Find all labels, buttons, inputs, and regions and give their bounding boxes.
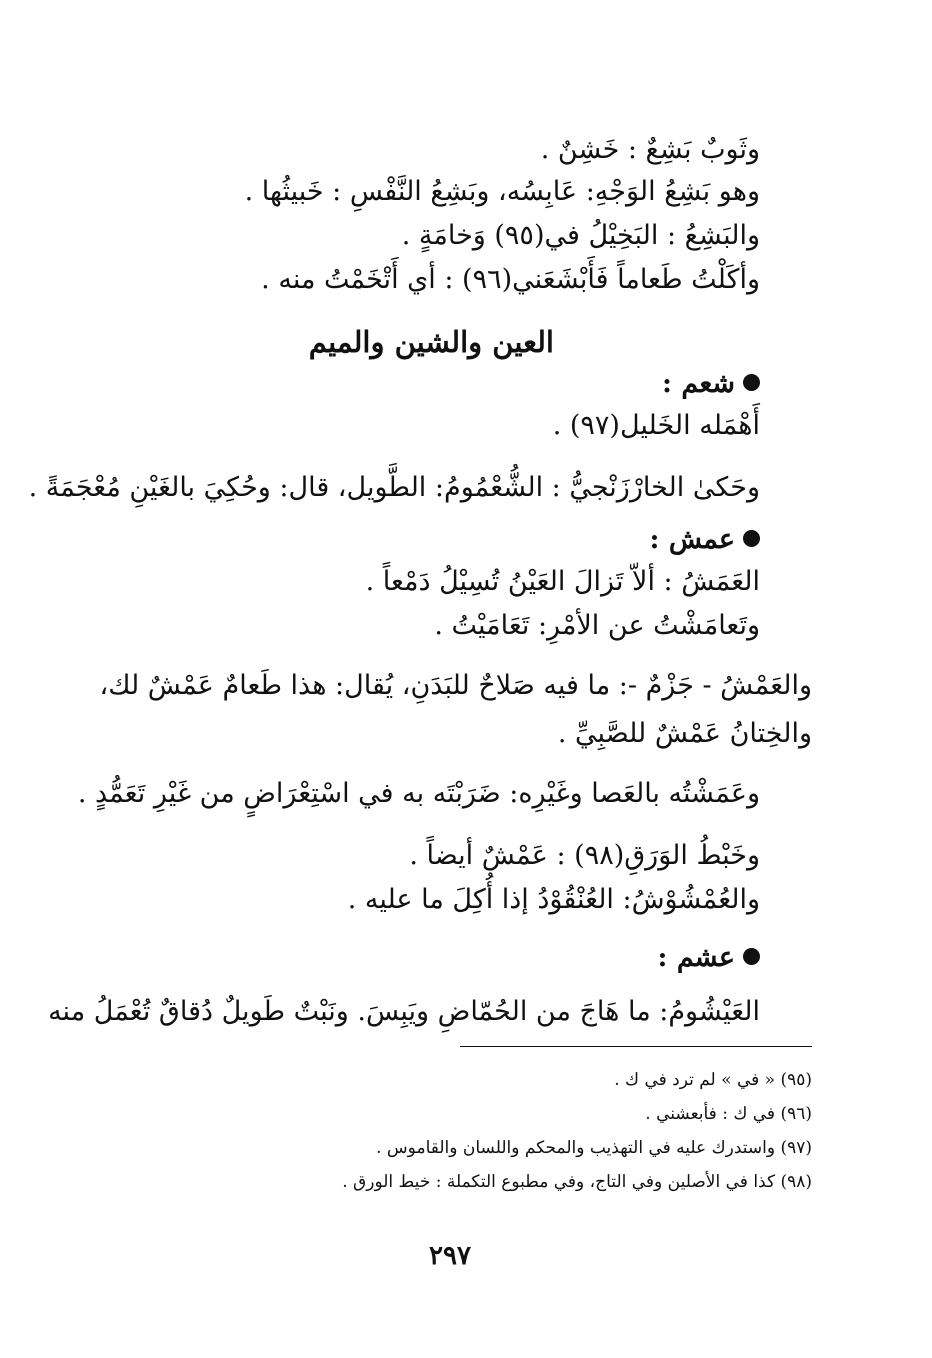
text-line: العَمَشُ : ألاّ تَزالَ العَيْنُ تُسِيْلُ دَمْعاً .: [365, 566, 760, 597]
text-line: والبَشِعُ : البَخِيْلُ في(٩٥) وَخامَةٍ .: [401, 220, 760, 251]
footnote: (٩٥) « في » لم ترد في ك .: [614, 1070, 812, 1090]
bullet-icon: [743, 374, 760, 391]
footnote: (٩٨) كذا في الأصلين وفي التاج، وفي مطبوع التكملة : خيط الورق .: [342, 1172, 812, 1192]
entry-heading-label: عمش :: [649, 524, 735, 555]
entry-heading: [649, 520, 760, 560]
text-line: والعُمْشُوْشُ: العُنْقُوْدُ إذا أُكِلَ ما عليه .: [347, 884, 760, 915]
text-line: العَيْشُومُ: ما هَاجَ من الحُمّاضِ ويَبِسَ. ونَبْتٌ طَويلٌ دُقاقٌ تُعْمَلُ منه: [48, 996, 760, 1027]
text-line: والخِتانُ عَمْشٌ للصَّبِيِّ .: [557, 718, 812, 749]
footnote: (٩٦) في ك : فأبعشني .: [645, 1104, 812, 1124]
text-line: وعَمَشْتُه بالعَصا وغَيْرِه: ضَرَبْتَه به في اسْتِعْرَاضٍ من غَيْرِ تَعَمُّدٍ .: [77, 778, 760, 809]
footnote-divider: [460, 1046, 812, 1047]
entry-heading-label: شعم :: [662, 368, 735, 399]
text-line: وخَبْطُ الوَرَقِ(٩٨) : عَمْشٌ أيضاً .: [409, 840, 760, 871]
text-line: والعَمْشُ - جَزْمٌ -: ما فيه صَلاحٌ للبَدَنِ، يُقال: هذا طَعامٌ عَمْشٌ لك،: [99, 670, 812, 701]
text-line: أَهْمَله الخَليل(٩٧) .: [552, 410, 760, 441]
entry-heading: [657, 938, 760, 978]
text-line: وهو بَشِعُ الوَجْهِ: عَابِسُه، وبَشِعُ النَّفْسِ : خَبيثُها .: [244, 176, 760, 207]
page-number: ٢٩٧: [429, 1241, 471, 1271]
entry-heading-label: عشم :: [657, 942, 735, 973]
bullet-icon: [743, 530, 760, 547]
text-line: وثَوبٌ بَشِعٌ : خَشِنٌ .: [540, 134, 760, 165]
text-line: وأكَلْتُ طَعاماً فَأَبْشَعَني(٩٦) : أي أَتْخَمْتُ منه .: [261, 264, 760, 295]
entry-heading: [662, 364, 760, 404]
text-line: وحَكىٰ الخارْزَنْجيُّ : الشُّعْمُومُ: الطَّويل، قال: وحُكِيَ بالغَيْنِ مُعْجَمَةً .: [28, 472, 760, 503]
bullet-icon: [743, 948, 760, 965]
section-heading: العين والشين والميم: [308, 325, 554, 359]
text-line: وتَعامَشْتُ عن الأمْرِ: تَعَامَيْتُ .: [434, 610, 760, 641]
footnote: (٩٧) واستدرك عليه في التهذيب والمحكم واللسان والقاموس .: [376, 1138, 812, 1158]
